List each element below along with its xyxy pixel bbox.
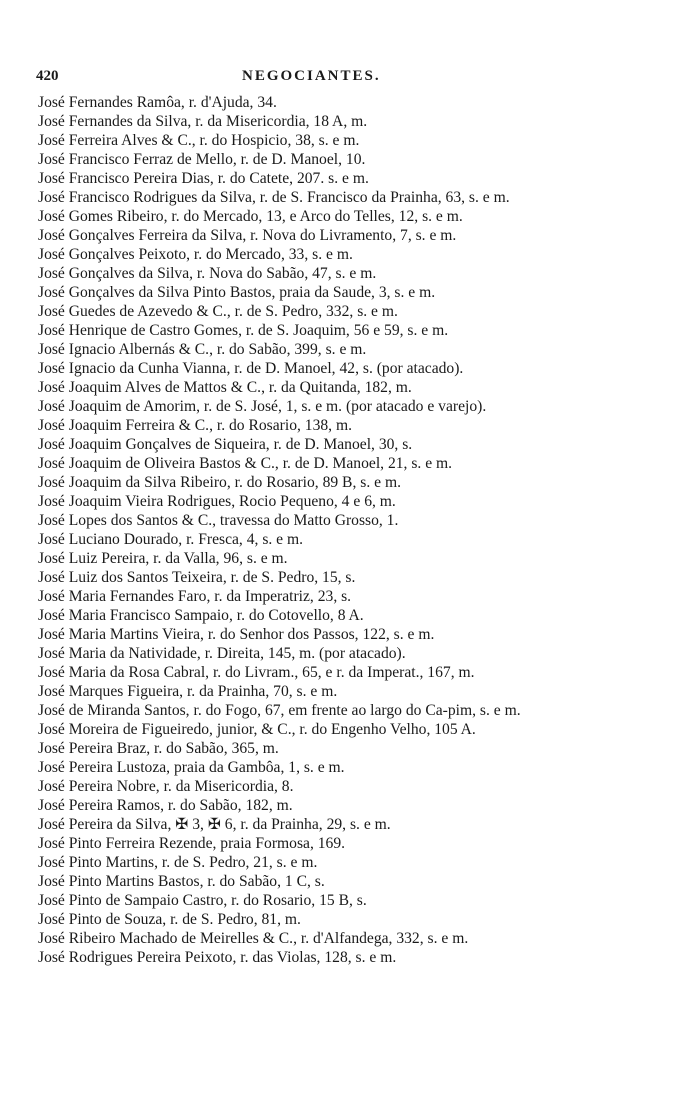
directory-entry: José Pereira Ramos, r. do Sabão, 182, m.: [38, 797, 293, 814]
directory-entry: José Pereira Braz, r. do Sabão, 365, m.: [38, 740, 279, 757]
directory-entry: José Pereira Nobre, r. da Misericordia, 8.: [38, 778, 294, 795]
directory-entry: José Rodrigues Pereira Peixoto, r. das Violas, 128, s. e m.: [38, 949, 397, 966]
directory-entry: José Maria Francisco Sampaio, r. do Cotovello, 8 A.: [38, 607, 364, 624]
directory-entry: José Francisco Pereira Dias, r. do Catete, 207. s. e m.: [38, 170, 369, 187]
directory-entry: José Pinto de Sampaio Castro, r. do Rosario, 15 B, s.: [38, 892, 367, 909]
directory-entry: José Lopes dos Santos & C., travessa do Matto Grosso, 1.: [38, 512, 399, 529]
directory-entry: José Pinto de Souza, r. de S. Pedro, 81, m.: [38, 911, 301, 928]
directory-entry: José Gonçalves Peixoto, r. do Mercado, 33, s. e m.: [38, 246, 353, 263]
directory-entry: José Maria da Natividade, r. Direita, 145, m. (por atacado).: [38, 645, 406, 662]
directory-entry: José Joaquim Ferreira & C., r. do Rosario, 138, m.: [38, 417, 353, 434]
directory-entry: José Joaquim de Amorim, r. de S. José, 1, s. e m. (por atacado e varejo).: [38, 398, 487, 415]
directory-entry: José Pereira da Silva, ✠ 3, ✠ 6, r. da Prainha, 29, s. e m.: [38, 816, 391, 833]
directory-entry: José Gonçalves da Silva Pinto Bastos, praia da Saude, 3, s. e m.: [38, 284, 436, 301]
directory-entry: José Ignacio Albernás & C., r. do Sabão, 399, s. e m.: [38, 341, 367, 358]
directory-entry: José Joaquim Alves de Mattos & C., r. da Quitanda, 182, m.: [38, 379, 412, 396]
directory-entry: José Pinto Ferreira Rezende, praia Formosa, 169.: [38, 835, 346, 852]
directory-entry: José Ferreira Alves & C., r. do Hospicio, 38, s. e m.: [38, 132, 360, 149]
directory-entry: José Ribeiro Machado de Meirelles & C., r. d'Alfandega, 332, s. e m.: [38, 930, 469, 947]
directory-entry: José Marques Figueira, r. da Prainha, 70, s. e m.: [38, 683, 338, 700]
directory-entry: José Maria da Rosa Cabral, r. do Livram., 65, e r. da Imperat., 167, m.: [38, 664, 475, 681]
directory-entry: José Pereira Lustoza, praia da Gambôa, 1, s. e m.: [38, 759, 345, 776]
directory-entry: José Joaquim da Silva Ribeiro, r. do Rosario, 89 B, s. e m.: [38, 474, 401, 491]
directory-entry: José Gonçalves Ferreira da Silva, r. Nova do Livramento, 7, s. e m.: [38, 227, 457, 244]
directory-entry: José Joaquim Vieira Rodrigues, Rocio Pequeno, 4 e 6, m.: [38, 493, 396, 510]
directory-entry: José Francisco Ferraz de Mello, r. de D. Manoel, 10.: [38, 151, 366, 168]
page-header: [36, 68, 653, 90]
directory-entry: José Luiz Pereira, r. da Valla, 96, s. e m.: [38, 550, 288, 567]
directory-entry: José Gonçalves da Silva, r. Nova do Sabão, 47, s. e m.: [38, 265, 377, 282]
directory-entry: José Pinto Martins Bastos, r. do Sabão, 1 C, s.: [38, 873, 325, 890]
directory-entry: José Joaquim Gonçalves de Siqueira, r. de D. Manoel, 30, s.: [38, 436, 413, 453]
directory-entry: José Maria Fernandes Faro, r. da Imperatriz, 23, s.: [38, 588, 352, 605]
directory-entry: José Fernandes Ramôa, r. d'Ajuda, 34.: [38, 94, 277, 111]
directory-entry: José Gomes Ribeiro, r. do Mercado, 13, e Arco do Telles, 12, s. e m.: [38, 208, 463, 225]
directory-entry: José de Miranda Santos, r. do Fogo, 67, em frente ao largo do Ca-pim, s. e m.: [38, 702, 521, 719]
directory-list: [38, 93, 618, 967]
page-number: 420: [36, 68, 59, 84]
directory-entry: José Luiz dos Santos Teixeira, r. de S. Pedro, 15, s.: [38, 569, 356, 586]
directory-entry: José Henrique de Castro Gomes, r. de S. Joaquim, 56 e 59, s. e m.: [38, 322, 449, 339]
directory-entry: José Luciano Dourado, r. Fresca, 4, s. e m.: [38, 531, 304, 548]
directory-entry: José Francisco Rodrigues da Silva, r. de S. Francisco da Prainha, 63, s. e m.: [38, 189, 510, 206]
directory-entry: José Fernandes da Silva, r. da Misericordia, 18 A, m.: [38, 113, 368, 130]
directory-entry: José Maria Martins Vieira, r. do Senhor dos Passos, 122, s. e m.: [38, 626, 435, 643]
directory-entry: José Moreira de Figueiredo, junior, & C., r. do Engenho Velho, 105 A.: [38, 721, 476, 738]
directory-entry: José Guedes de Azevedo & C., r. de S. Pedro, 332, s. e m.: [38, 303, 398, 320]
directory-entry: José Ignacio da Cunha Vianna, r. de D. Manoel, 42, s. (por atacado).: [38, 360, 464, 377]
running-title: NEGOCIANTES.: [242, 68, 381, 84]
directory-entry: José Joaquim de Oliveira Bastos & C., r. de D. Manoel, 21, s. e m.: [38, 455, 453, 472]
directory-entry: José Pinto Martins, r. de S. Pedro, 21, s. e m.: [38, 854, 318, 871]
